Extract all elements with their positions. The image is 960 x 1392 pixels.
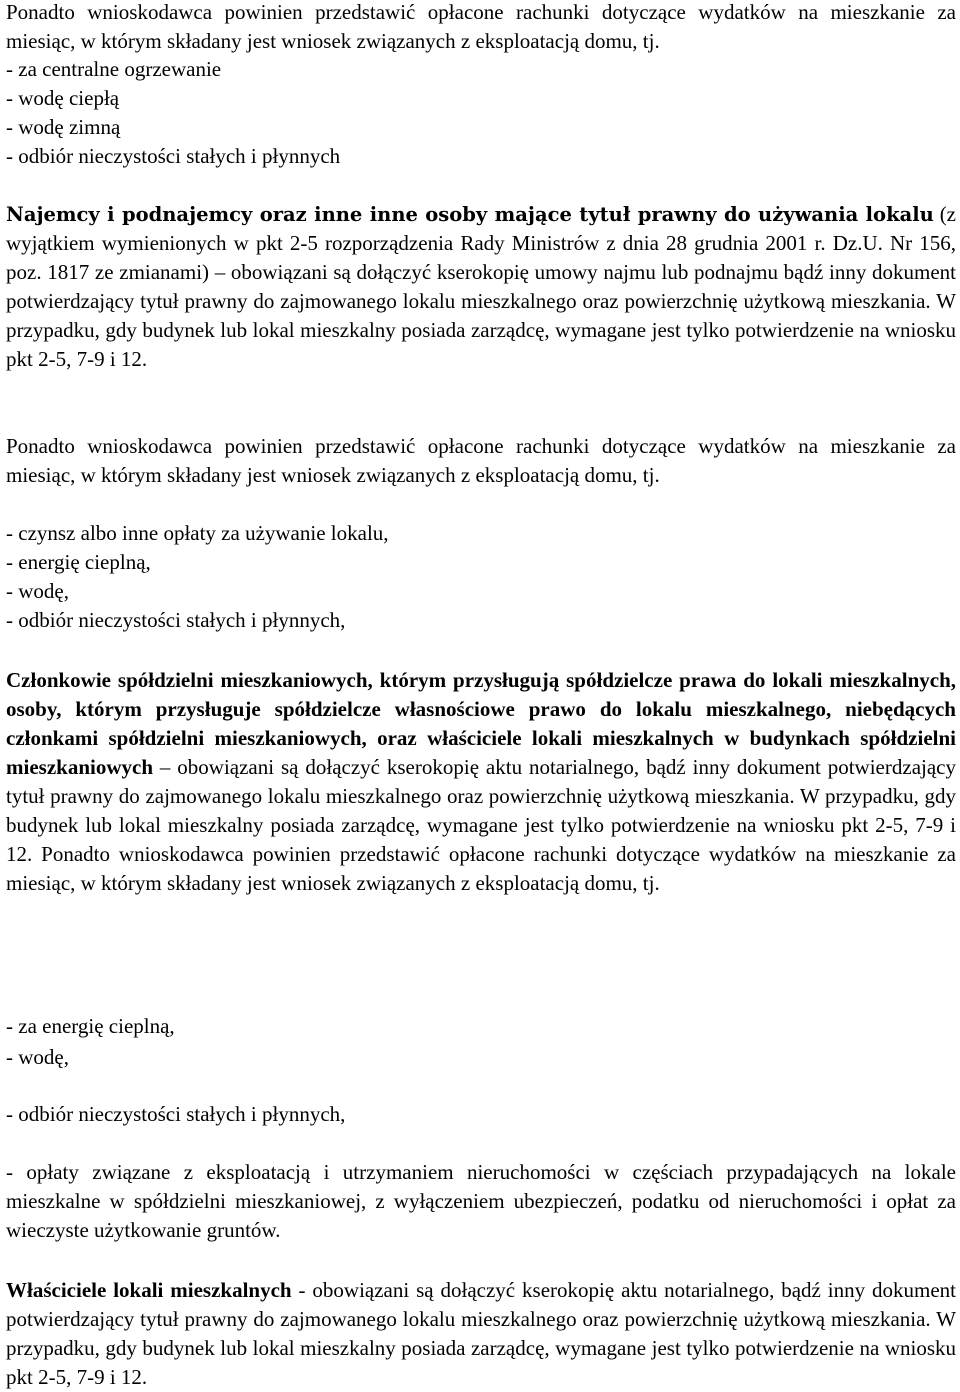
tenants-body: (z wyjątkiem wymienionych w pkt 2-5 rozporządzenia Rady Ministrów z dnia 28 grudnia 2001 r. Dz.U. Nr 156, poz. 1817 ze zmianami) – obowiązani są dołączyć kserokopię umowy najmu lub podnajmu bądź inny dokument potwierdzający tytuł prawny do zajmowanego lokalu mieszkalnego oraz powierzchnię użytkową mieszkania. W przypadku, gdy budynek lub lokal mieszkalny posiada zarządcę, wymagane jest tylko potwierdzenie na wniosku pkt 2-5, 7-9 i 12. [6, 202, 957, 371]
list-item: - energię cieplną, [6, 550, 151, 574]
tenants-intro-paragraph: Ponadto wnioskodawca powinien przedstawić opłacone rachunki dotyczące wydatków na mieszkanie za miesiąc, w którym składany jest wniosek związanych z eksploatacją domu, tj. [6, 434, 956, 487]
list-item: - wodę, [6, 1045, 69, 1069]
list-item: - wodę zimną [6, 115, 121, 139]
list-item: - odbiór nieczystości stałych i płynnych, [6, 1102, 346, 1126]
top-list [6, 55, 956, 171]
owners-paragraph [6, 1276, 956, 1392]
owners-bold-lead: Właściciele lokali mieszkalnych [6, 1278, 292, 1302]
coop-body: – obowiązani są dołączyć kserokopię aktu notarialnego, bądź inny dokument potwierdzający tytuł prawny do zajmowanego lokalu mieszkalnego oraz powierzchnię użytkową mieszkania. W przypadku, gdy budynek lub lokal mieszkalny posiada zarządcę, wymagane jest tylko potwierdzenie na wniosku pkt 2-5, 7-9 i 12. Ponadto wnioskodawca powinien przedstawić opłacone rachunki dotyczące wydatków na mieszkanie za miesiąc, w którym składany jest wniosek związanych z eksploatacją domu, tj. [6, 755, 956, 895]
list-item: - czynsz albo inne opłaty za używanie lokalu, [6, 521, 389, 545]
coop-bold-lead: Członkowie spółdzielni mieszkaniowych, którym przysługują spółdzielcze prawa do lokali mieszkalnych, osoby, którym przysługuje spółdzielcze własnościowe prawo do lokalu mieszkalnego, niebędących członkami spółdzielni mieszkaniowych, oraz właściciele lokali mieszkalnych w budynkach spółdzielni mieszkaniowych [6, 668, 956, 779]
list-item: - wodę, [6, 579, 69, 603]
coop-fees-paragraph: - opłaty związane z eksploatacją i utrzymaniem nieruchomości w częściach przypadających na lokale mieszkalne w spółdzielni mieszkaniowej, z wyłączeniem ubezpieczeń, podatku od nieruchomości i opłat za wieczyste użytkowanie gruntów. [6, 1160, 956, 1242]
tenants-bold-lead: Najemcy i podnajemcy oraz inne inne osoby mające tytuł prawny do używania lokalu [6, 203, 934, 226]
tenants-list [6, 519, 956, 635]
list-item: - odbiór nieczystości stałych i płynnych, [6, 608, 346, 632]
tenants-paragraph [6, 200, 956, 374]
list-item: - odbiór nieczystości stałych i płynnych [6, 144, 341, 168]
coop-paragraph [6, 666, 956, 898]
list-item: - za centralne ogrzewanie [6, 57, 222, 81]
list-item: - za energię cieplną, [6, 1014, 175, 1038]
top-intro-paragraph: Ponadto wnioskodawca powinien przedstawić opłacone rachunki dotyczące wydatków na mieszkanie za miesiąc, w którym składany jest wniosek związanych z eksploatacją domu, tj. [6, 0, 956, 53]
owners-body: - obowiązani są dołączyć kserokopię aktu notarialnego, bądź inny dokument potwierdzający tytuł prawny do zajmowanego lokalu mieszkalnego oraz powierzchnię użytkową mieszkania. W przypadku, gdy budynek lub lokal mieszkalny posiada zarządcę, wymagane jest tylko potwierdzenie na wniosku pkt 2-5, 7-9 i 12. [6, 1278, 957, 1389]
list-item: - wodę ciepłą [6, 86, 120, 110]
